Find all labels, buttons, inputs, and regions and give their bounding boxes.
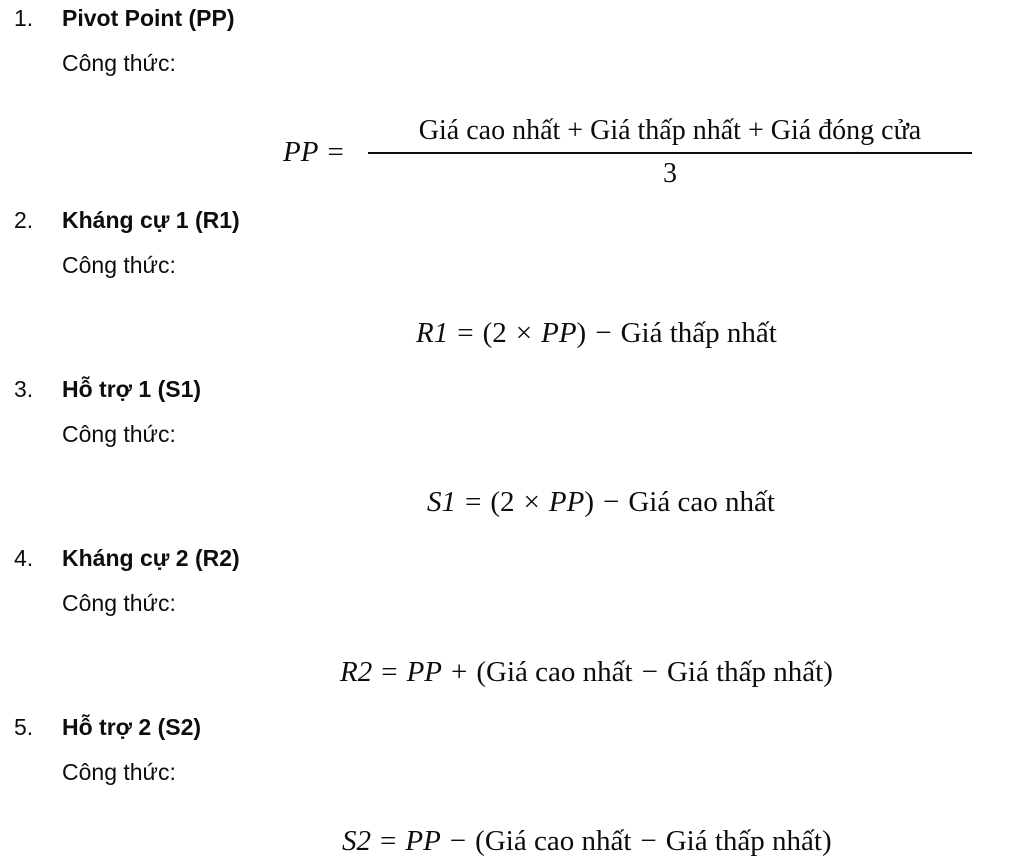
math-times: × — [515, 317, 533, 349]
math-paren: ( — [476, 656, 487, 688]
math-variable: PP — [405, 825, 441, 857]
math-variable: R2 — [340, 656, 373, 688]
math-term: Giá thấp nhất — [620, 317, 777, 349]
formula-pp-lhs — [283, 134, 353, 170]
math-term: (2 — [482, 317, 507, 349]
math-term: Giá thấp nhất — [665, 825, 822, 857]
math-paren: ( — [475, 825, 485, 857]
math-paren: ) — [576, 317, 587, 349]
math-term: Giá thấp nhất — [666, 656, 824, 688]
math-plus: + — [451, 656, 468, 688]
item-title-resistance-1: Kháng cự 1 (R1) — [62, 207, 240, 233]
math-minus: − — [449, 825, 467, 857]
math-plus: + — [567, 115, 584, 146]
fraction-numerator — [368, 114, 972, 148]
math-paren: ) — [584, 486, 594, 518]
formula-s1 — [427, 484, 775, 520]
math-minus: − — [641, 656, 658, 688]
formula-label: Công thức: — [62, 759, 176, 785]
formula-r1 — [416, 315, 777, 351]
math-equals: = — [380, 825, 397, 857]
list-number: 1. — [14, 5, 34, 31]
math-term: Giá cao nhất — [418, 115, 561, 146]
math-minus: − — [640, 825, 657, 857]
math-plus: + — [747, 115, 764, 146]
math-variable: R1 — [416, 317, 449, 349]
formula-label: Công thức: — [62, 252, 176, 278]
formula-r2 — [340, 654, 833, 690]
math-variable: PP — [548, 486, 585, 518]
formula-s2 — [342, 823, 832, 859]
formula-label: Công thức: — [62, 590, 176, 616]
math-variable: PP — [406, 656, 443, 688]
fraction-bar — [368, 152, 972, 154]
math-term: Giá cao nhất — [486, 656, 633, 688]
math-term: Giá cao nhất — [484, 825, 632, 857]
item-title-resistance-2: Kháng cự 2 (R2) — [62, 545, 240, 571]
list-number: 3. — [14, 376, 34, 402]
item-title-support-2: Hỗ trợ 2 (S2) — [62, 714, 202, 740]
math-minus: − — [603, 486, 620, 518]
math-equals: = — [457, 317, 474, 349]
math-term: Giá đóng cửa — [770, 115, 922, 146]
list-number: 5. — [14, 714, 34, 740]
math-term: (2 — [490, 486, 515, 518]
math-equals: = — [381, 656, 398, 688]
math-equals: = — [465, 486, 482, 518]
list-number: 4. — [14, 545, 34, 571]
fraction-denominator: 3 — [663, 158, 677, 189]
item-title-pivot-point: Pivot Point (PP) — [62, 5, 235, 31]
math-paren: ) — [821, 825, 832, 857]
math-variable: S2 — [342, 825, 371, 857]
math-term: Giá cao nhất — [628, 486, 775, 518]
math-paren: ) — [823, 656, 833, 688]
formula-label: Công thức: — [62, 50, 176, 76]
formula-label: Công thức: — [62, 421, 176, 447]
math-variable: PP — [541, 317, 577, 349]
item-title-support-1: Hỗ trợ 1 (S1) — [62, 376, 202, 402]
math-term: Giá thấp nhất — [590, 115, 741, 146]
math-minus: − — [595, 317, 612, 349]
math-equals: = — [327, 136, 344, 168]
list-number: 2. — [14, 207, 34, 233]
math-times: × — [523, 486, 540, 518]
math-variable: S1 — [427, 486, 456, 518]
math-variable: PP — [283, 136, 319, 168]
